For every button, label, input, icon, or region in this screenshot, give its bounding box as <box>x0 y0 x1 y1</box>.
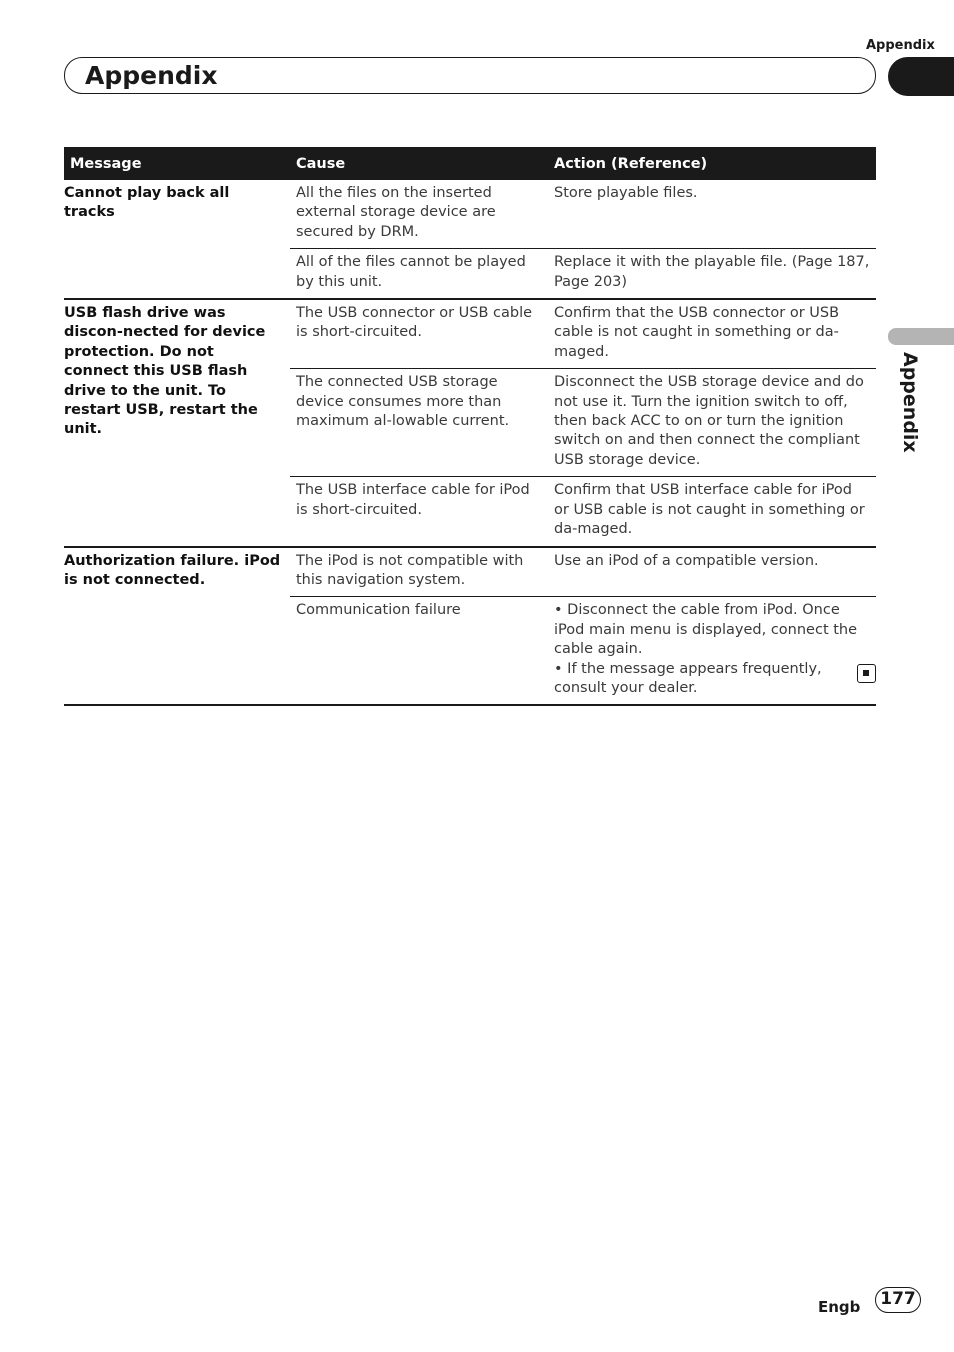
action-cell: Confirm that the USB connector or USB cable is not caught in something or da-maged. <box>554 305 840 360</box>
side-tab-marker <box>888 328 954 345</box>
cause-cell: All of the files cannot be played by this unit. <box>290 249 548 299</box>
language-code: Engb <box>818 1298 861 1316</box>
action-cell: Confirm that USB interface cable for iPod or USB cable is not caught in something or da-maged. <box>548 477 876 547</box>
action-cell: Replace it with the playable file. (Page 187, Page 203) <box>548 249 876 299</box>
cause-cell: The connected USB storage device consumes more than maximum al-lowable current. <box>290 369 548 477</box>
page-number: 177 <box>875 1287 921 1313</box>
action-cell: Use an iPod of a compatible version. <box>554 552 819 569</box>
header-message: Message <box>64 147 290 180</box>
end-of-section-icon <box>857 664 876 683</box>
message-table <box>64 147 876 706</box>
section-title: Appendix <box>85 61 218 90</box>
chapter-tab <box>888 57 954 96</box>
cause-cell: All the files on the inserted external storage device are secured by DRM. <box>296 185 496 240</box>
table-row <box>64 299 876 369</box>
message-cell: USB flash drive was discon-nected for device protection. Do not connect this USB flash drive to the unit. To restart USB, restart the unit. <box>64 299 290 546</box>
cause-cell: The iPod is not compatible with this navigation system. <box>296 552 524 588</box>
cause-cell: The USB interface cable for iPod is short-circuited. <box>290 477 548 547</box>
side-tab-label: Appendix <box>899 352 921 453</box>
cause-cell: Communication failure <box>290 597 548 706</box>
running-head: Appendix <box>866 38 935 53</box>
action-cell: • Disconnect the cable from iPod. Once iPod main menu is displayed, connect the cable again. • If the message appears frequently, consult your dealer. <box>548 597 876 706</box>
action-cell: Disconnect the USB storage device and do not use it. Turn the ignition switch to off, then back ACC to on or turn the ignition switch on and then connect the compliant USB storage device. <box>548 369 876 477</box>
header-cause: Cause <box>290 147 548 180</box>
table-header-row <box>64 147 876 180</box>
table-row <box>64 180 876 249</box>
message-cell: Authorization failure. iPod is not connected. <box>64 547 290 706</box>
message-cell: Cannot play back all tracks <box>64 180 290 299</box>
section-title-bar <box>64 57 876 94</box>
action-cell: Store playable files. <box>554 185 698 201</box>
table-row <box>64 547 876 597</box>
header-action: Action (Reference) <box>548 147 876 180</box>
cause-cell: The USB connector or USB cable is short-circuited. <box>296 305 533 341</box>
